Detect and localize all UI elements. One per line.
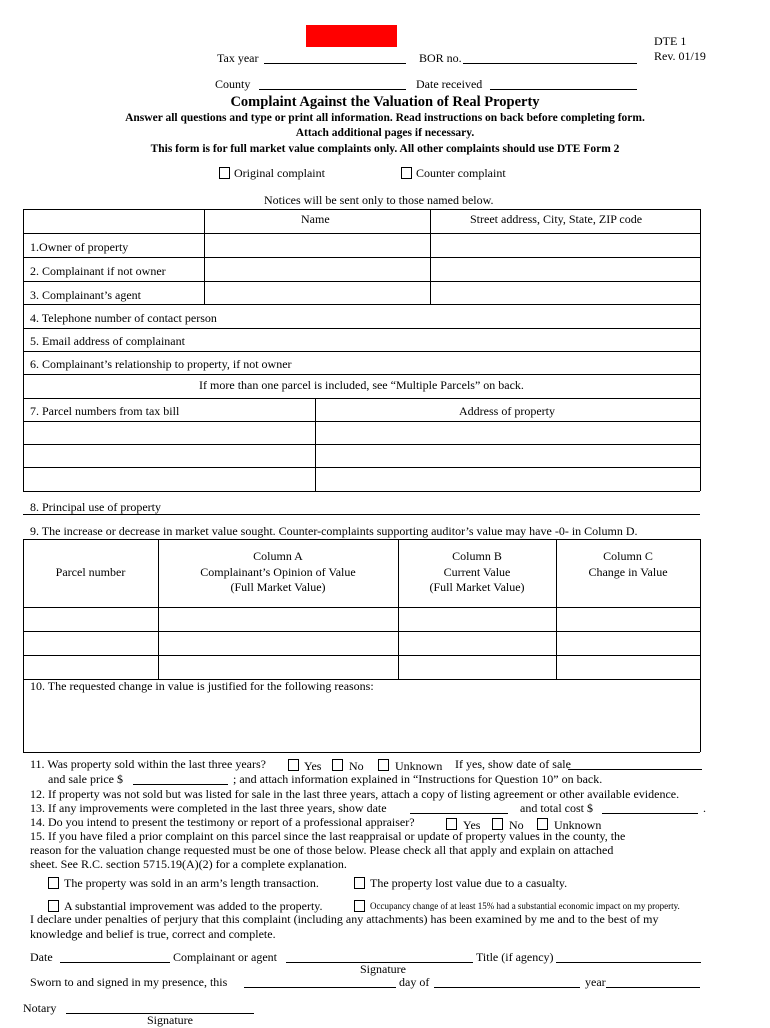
- q11-yes-checkbox[interactable]: [288, 759, 299, 771]
- bor-no-label: BOR no.: [419, 51, 462, 65]
- q13-label: 13. If any improvements were completed in the last three years, show date: [30, 801, 387, 815]
- row-agent-label: 3. Complainant’s agent: [30, 288, 141, 302]
- q11-sale-date-field[interactable]: [568, 769, 702, 770]
- principal-use-label: 8. Principal use of property: [30, 500, 161, 514]
- row-relationship-label: 6. Complainant’s relationship to property, if not owner: [30, 357, 292, 371]
- form-revision: Rev. 01/19: [654, 49, 706, 63]
- q9-label: 9. The increase or decrease in market value sought. Counter-complaints supporting auditor’s value may have -0- in Column D.: [30, 524, 638, 538]
- q13-total-cost-label: and total cost $: [520, 801, 593, 815]
- notices-note: Notices will be sent only to those named below.: [264, 193, 494, 207]
- declaration-line-1: I declare under penalties of perjury that this complaint (including any attachments) has been examined by me and to the best of my: [30, 912, 659, 926]
- complainant-name-field[interactable]: [205, 258, 429, 280]
- q11-if-yes-label: If yes, show date of sale: [455, 757, 571, 771]
- day-of-label: day of: [399, 975, 430, 989]
- year-label: year: [585, 975, 606, 989]
- address-of-property-label: Address of property: [459, 404, 555, 418]
- multiple-parcels-note: If more than one parcel is included, see “Multiple Parcels” on back.: [199, 378, 524, 392]
- owner-name-field[interactable]: [205, 234, 429, 256]
- column-b-title: Column B: [452, 549, 502, 563]
- title-if-agency-label: Title (if agency): [476, 950, 554, 964]
- signature-caption: Signature: [360, 962, 406, 976]
- owner-address-field[interactable]: [431, 234, 699, 256]
- q11-no-label: No: [349, 759, 364, 773]
- q11-no-checkbox[interactable]: [332, 759, 343, 771]
- q15-line-3: sheet. See R.C. section 5715.19(A)(2) for a complete explanation.: [30, 857, 347, 871]
- column-a-note: (Full Market Value): [230, 580, 326, 594]
- declaration-line-2: knowledge and belief is true, correct and complete.: [30, 927, 276, 941]
- form-title: Complaint Against the Valuation of Real Property: [230, 94, 540, 110]
- q11-label: 11. Was property sold within the last three years?: [30, 757, 266, 771]
- occupancy-label: Occupancy change of at least 15% had a substantial economic impact on my property.: [370, 901, 680, 911]
- counter-complaint-checkbox[interactable]: [401, 167, 412, 179]
- tax-year-label: Tax year: [217, 51, 259, 65]
- q10-reasons-field[interactable]: [24, 695, 699, 751]
- q11-yes-label: Yes: [304, 759, 322, 773]
- original-complaint-label: Original complaint: [234, 166, 325, 180]
- q15-line-1: 15. If you have filed a prior complaint on this parcel since the last reappraisal or update of property values in the county, the: [30, 829, 626, 843]
- sworn-month-field[interactable]: [434, 987, 580, 988]
- agent-address-field[interactable]: [431, 282, 699, 303]
- casualty-checkbox[interactable]: [354, 877, 365, 889]
- improvement-label: A substantial improvement was added to the property.: [64, 899, 323, 913]
- q14-no-label: No: [509, 818, 524, 832]
- tax-year-field[interactable]: [264, 63, 406, 64]
- parcel-number-header: Parcel number: [55, 565, 126, 579]
- q11-unknown-checkbox[interactable]: [378, 759, 389, 771]
- notary-signature-caption: Signature: [147, 1013, 193, 1027]
- title-field[interactable]: [556, 962, 701, 963]
- form-id: DTE 1: [654, 34, 687, 48]
- county-label: County: [215, 77, 251, 91]
- red-marker-box: [306, 25, 397, 47]
- q11-unknown-label: Unknown: [395, 759, 443, 773]
- q13-period: .: [703, 801, 706, 815]
- instruction-line-3: This form is for full market value complaints only. All other complaints should use DTE Form 2: [150, 143, 620, 155]
- q13-date-field[interactable]: [410, 813, 508, 814]
- agent-name-field[interactable]: [205, 282, 429, 303]
- column-b-subtitle: Current Value: [443, 565, 511, 579]
- row-email-label: 5. Email address of complainant: [30, 334, 185, 348]
- original-complaint-checkbox[interactable]: [219, 167, 230, 179]
- bor-no-field[interactable]: [463, 63, 637, 64]
- q11-sale-price-label: and sale price $: [48, 772, 123, 786]
- sworn-year-field[interactable]: [606, 987, 700, 988]
- counter-complaint-label: Counter complaint: [416, 166, 506, 180]
- q10-label: 10. The requested change in value is justified for the following reasons:: [30, 679, 374, 693]
- column-c-subtitle: Change in Value: [588, 565, 668, 579]
- q14-yes-label: Yes: [463, 818, 481, 832]
- occupancy-checkbox[interactable]: [354, 900, 365, 912]
- instruction-line-2: Attach additional pages if necessary.: [295, 127, 475, 139]
- q11-sale-price-field[interactable]: [133, 784, 228, 785]
- sworn-label: Sworn to and signed in my presence, this: [30, 975, 228, 989]
- column-a-title: Column A: [253, 549, 303, 563]
- q14-unknown-label: Unknown: [554, 818, 602, 832]
- row-telephone-label: 4. Telephone number of contact person: [30, 311, 217, 325]
- sworn-day-field[interactable]: [244, 987, 396, 988]
- arms-length-checkbox[interactable]: [48, 877, 59, 889]
- improvement-checkbox[interactable]: [48, 900, 59, 912]
- address-column-header: Street address, City, State, ZIP code: [470, 212, 643, 226]
- q14-label: 14. Do you intend to present the testimony or report of a professional appraiser?: [30, 815, 415, 829]
- arms-length-label: The property was sold in an arm’s length transaction.: [64, 876, 319, 890]
- q15-line-2: reason for the valuation change requested must be one of those below. Please check all that apply and explain on attached: [30, 843, 614, 857]
- instruction-line-1: Answer all questions and type or print all information. Read instructions on back before completing form.: [125, 112, 645, 124]
- column-a-subtitle: Complainant’s Opinion of Value: [200, 565, 356, 579]
- q12-text: 12. If property was not sold but was listed for sale in the last three years, attach a copy of listing agreement or other available evidence.: [30, 787, 680, 801]
- column-b-note: (Full Market Value): [429, 580, 525, 594]
- row-owner-label: 1.Owner of property: [30, 240, 129, 254]
- casualty-label: The property lost value due to a casualty.: [370, 876, 568, 890]
- parcel-numbers-label: 7. Parcel numbers from tax bill: [30, 404, 180, 418]
- notary-label: Notary: [23, 1001, 57, 1015]
- date-received-field[interactable]: [490, 89, 637, 90]
- date-received-label: Date received: [416, 77, 483, 91]
- q11-attach-text: ; and attach information explained in “Instructions for Question 10” on back.: [233, 772, 603, 786]
- q13-total-cost-field[interactable]: [602, 813, 698, 814]
- complainant-or-agent-label: Complainant or agent: [173, 950, 277, 964]
- date-field[interactable]: [60, 962, 170, 963]
- date-label: Date: [30, 950, 53, 964]
- name-column-header: Name: [301, 212, 330, 226]
- column-c-title: Column C: [603, 549, 653, 563]
- row-complainant-label: 2. Complainant if not owner: [30, 264, 166, 278]
- complainant-address-field[interactable]: [431, 258, 699, 280]
- county-field[interactable]: [259, 89, 406, 90]
